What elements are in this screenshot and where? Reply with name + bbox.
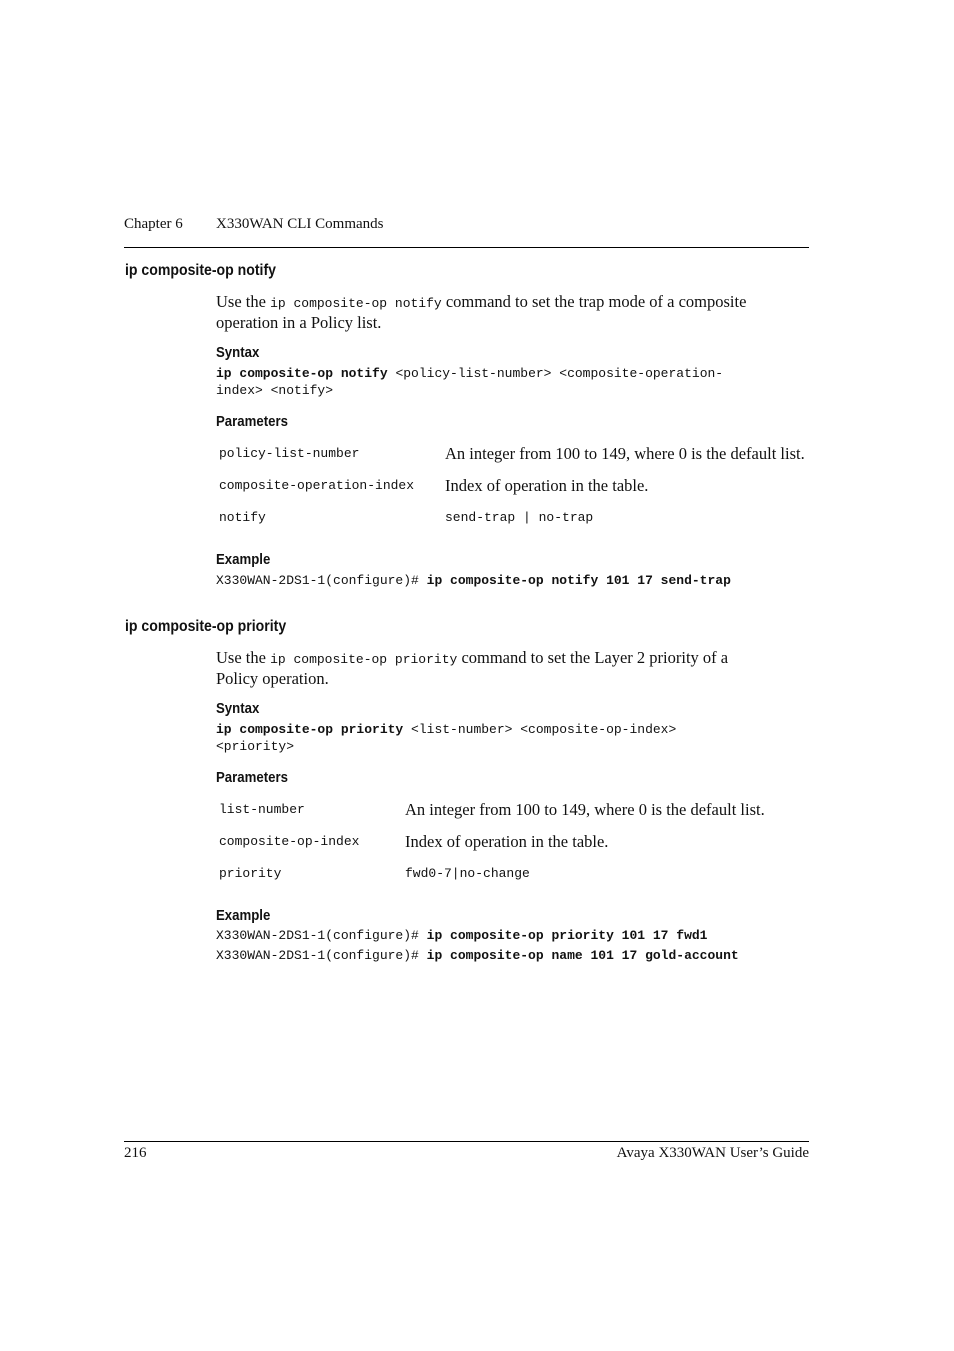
param-description: Index of operation in the table. bbox=[445, 476, 649, 495]
param-name: priority bbox=[219, 866, 282, 881]
example-line: X330WAN-2DS1-1(configure)# ip composite-op name 101 17 gold-account bbox=[216, 948, 739, 963]
param-description: Index of operation in the table. bbox=[405, 832, 609, 851]
parameters-label-priority: Parameters bbox=[216, 769, 288, 786]
param-name: list-number bbox=[219, 802, 305, 817]
param-description: An integer from 100 to 149, where 0 is the default list. bbox=[445, 444, 805, 463]
param-name: composite-op-index bbox=[219, 834, 360, 849]
example-label-priority: Example bbox=[216, 907, 271, 924]
inline-command: ip composite-op notify bbox=[270, 296, 442, 311]
syntax-label-notify: Syntax bbox=[216, 344, 260, 361]
section-heading-priority: ip composite-op priority bbox=[125, 618, 287, 635]
footer-rule bbox=[124, 1141, 809, 1142]
example-line: X330WAN-2DS1-1(configure)# ip composite-op priority 101 17 fwd1 bbox=[216, 928, 708, 943]
syntax-label-priority: Syntax bbox=[216, 700, 260, 717]
book-title: Avaya X330WAN User’s Guide bbox=[616, 1145, 809, 1161]
param-name: notify bbox=[219, 510, 266, 525]
section-heading-notify: ip composite-op notify bbox=[125, 262, 276, 279]
page-number: 216 bbox=[124, 1145, 147, 1161]
parameters-label-notify: Parameters bbox=[216, 413, 288, 430]
header-rule bbox=[124, 247, 809, 248]
example-line: X330WAN-2DS1-1(configure)# ip composite-op notify 101 17 send-trap bbox=[216, 573, 731, 588]
syntax-block-priority: ip composite-op priority <list-number> <composite-op-index> <priority> bbox=[216, 722, 677, 754]
param-description: An integer from 100 to 149, where 0 is the default list. bbox=[405, 800, 765, 819]
param-description: fwd0-7|no-change bbox=[405, 866, 530, 881]
intro-paragraph-notify: Use the ip composite-op notify command to set the trap mode of a composite operation in a Policy list. bbox=[216, 292, 747, 332]
example-label-notify: Example bbox=[216, 551, 271, 568]
chapter-label: Chapter 6 bbox=[124, 216, 183, 232]
inline-command: ip composite-op priority bbox=[270, 652, 458, 667]
intro-paragraph-priority: Use the ip composite-op priority command to set the Layer 2 priority of a Policy operation. bbox=[216, 648, 729, 688]
param-description: send-trap | no-trap bbox=[445, 510, 594, 525]
chapter-title: X330WAN CLI Commands bbox=[216, 216, 384, 232]
param-name: composite-operation-index bbox=[219, 478, 415, 493]
syntax-block-notify: ip composite-op notify <policy-list-number> <composite-operation- index> <notify> bbox=[216, 366, 724, 398]
param-name: policy-list-number bbox=[219, 446, 360, 461]
